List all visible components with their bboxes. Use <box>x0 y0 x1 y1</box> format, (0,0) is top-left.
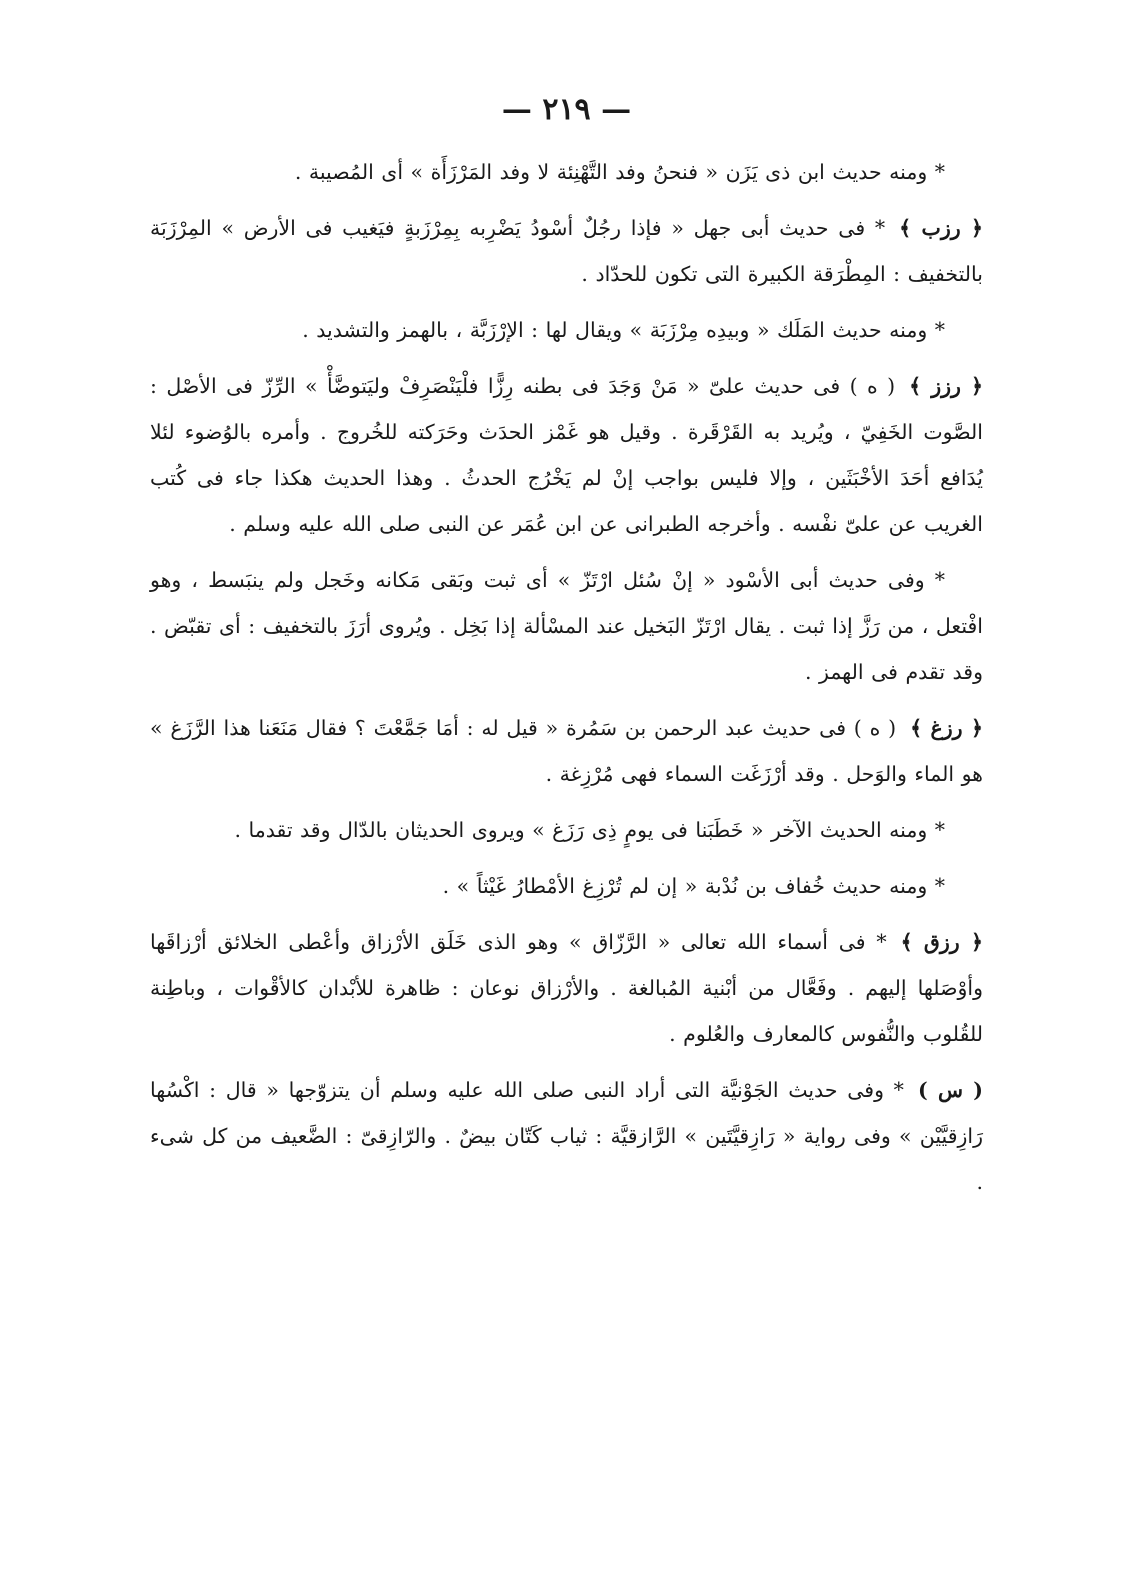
paragraph <box>150 919 983 1057</box>
entry-headword: ﴿ رزز ﴾ <box>909 374 983 398</box>
page-number: — ٢١٩ — <box>501 92 632 127</box>
paragraph <box>150 149 983 195</box>
paragraph <box>150 363 983 547</box>
entry-headword: ( س ) <box>917 1078 984 1102</box>
entry-headword: ﴿ رزب ﴾ <box>899 216 983 240</box>
paragraph-text: * ومنه حديث ابن ذى يَزَن « فنحنُ وفد التَّهْنِئة لا وفد المَرْزَأَة » أى المُصيبة . <box>294 160 945 184</box>
paragraph-text: * فى أسماء الله تعالى « الرَّزّاق » وهو الذى خَلَق الأرْزاق وأعْطى الخلائق أرْزاقَها وأوْصَلها إليهم . وفَعَّال من أبْنية المُبالغة . والأرْزاق نوعان : ظاهرة للأبْدان كالأقْوات ، وباطِنة للقُلوب والنُّفوس كالمعارف والعُلوم . <box>150 930 983 1046</box>
paragraph <box>150 1067 983 1205</box>
paragraph <box>150 705 983 797</box>
entry-headword: ﴿ رزق ﴾ <box>900 930 983 954</box>
paragraph-text: * ومنه حديث خُفاف بن نُدْبة « إن لم تُرْزِغ الأمْطارُ غَيْثاً » . <box>442 874 945 898</box>
paragraph <box>150 863 983 909</box>
paragraph <box>150 807 983 853</box>
paragraph-text: ( ه ) فى حديث عبد الرحمن بن سَمُرة « قيل له : أمَا جَمَّعْتَ ؟ فقال مَنَعَنا هذا الرَّزَغ » هو الماء والوَحل . وقد أرْزَغَت السماء فهى مُرْزِغة . <box>150 716 983 786</box>
paragraph <box>150 205 983 297</box>
entry-headword: ﴿ رزغ ﴾ <box>910 716 983 740</box>
paragraph-text: * ومنه الحديث الآخر « خَطَبَنا فى يومٍ ذِى رَزَغ » ويروى الحديثان بالدّال وقد تقدما . <box>234 818 945 842</box>
paragraph <box>150 557 983 695</box>
paragraph-text: ( ه ) فى حديث علىّ « مَنْ وَجَدَ فى بطنه رِزًّا فلْيَنْصَرِفْ وليَتوضَّأْ » الرِّزّ فى الأصْل : الصَّوت الخَفِيّ ، ويُريد به القَرْقَرة . وقيل هو غَمْز الحدَث وحَرَكته للخُروج . وأمره بالوُضوء لئلا يُدَافع أحَدَ الأخْبَثَين ، وإلا فليس بواجب إنْ لم يَخْرُج الحدثُ . وهذا الحديث هكذا جاء فى كُتب الغريب عن علىّ نفْسه . وأخرجه الطبرانى عن ابن عُمَر عن النبى صلى الله عليه وسلم . <box>150 374 983 536</box>
paragraph-text: * وفى حديث الجَوْنيَّة التى أراد النبى صلى الله عليه وسلم أن يتزوّجها « قال : اكْسُها رَازِقيَّيْن » وفى رواية « رَازِقيَّتَين » الرَّازقيَّة : ثياب كَتّان بيضٌ . والرّازِقىّ : الضَّعيف من كل شىء . <box>150 1078 983 1194</box>
paragraph-text: * وفى حديث أبى الأسْود « إنْ سُئل ارْتَزّ » أى ثبت وبَقى مَكانه وخَجل ولم ينبَسط ، وهو افْتعل ، من رَزَّ إذا ثبت . يقال ارْتَزّ البَخيل عند المسْألة إذا بَخِل . ويُروى أرَزَ بالتخفيف : أى تقبّض . وقد تقدم فى الهمز . <box>150 568 983 684</box>
paragraph <box>150 307 983 353</box>
paragraph-text: * فى حديث أبى جهل « فإذا رجُلٌ أسْودُ يَضْرِبه بِمِرْزَبةٍ فيَغيب فى الأرض » المِرْزَبَة بالتخفيف : المِطْرَقة الكبيرة التى تكون للحدّاد . <box>150 216 983 286</box>
paragraph-text: * ومنه حديث المَلَك « وبيدِه مِرْزَبَة » ويقال لها : الإرْزَبَّة ، بالهمز والتشديد . <box>302 318 945 342</box>
body-text <box>150 149 983 1205</box>
